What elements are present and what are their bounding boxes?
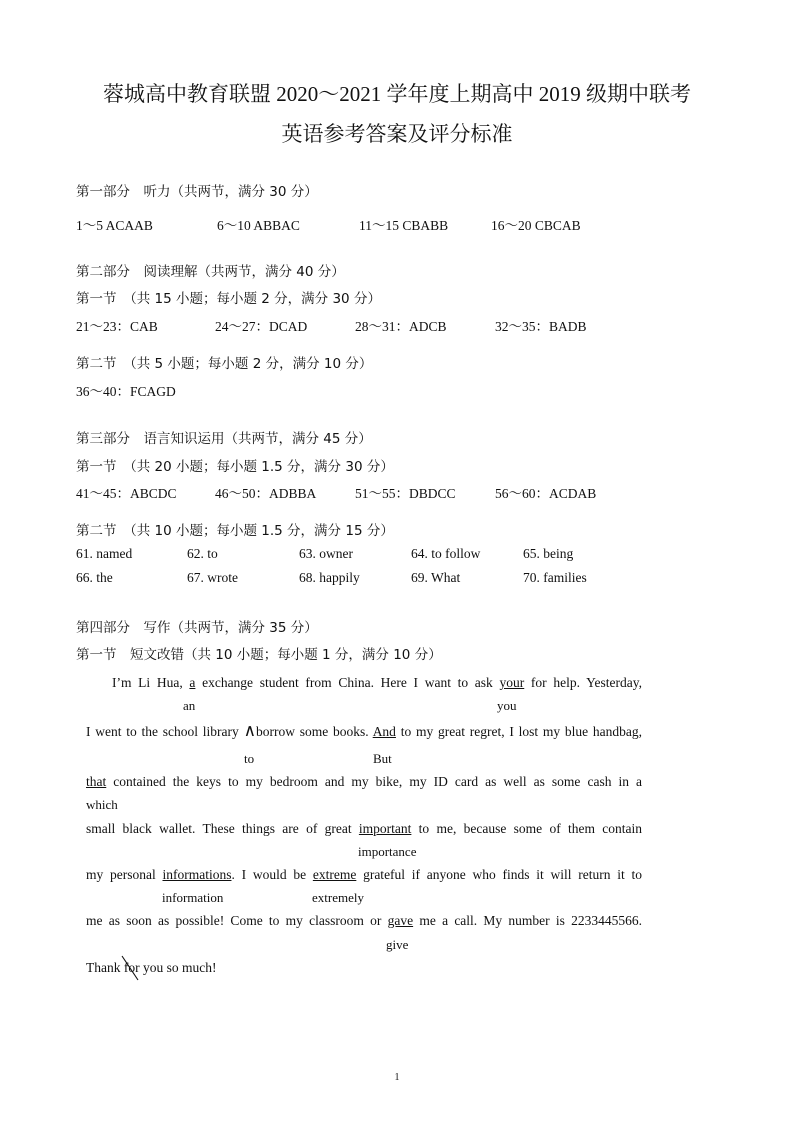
error-informations: informations bbox=[162, 867, 232, 882]
error-and: And bbox=[372, 724, 396, 739]
error-that: that bbox=[86, 774, 107, 789]
part3-s1-answer-4: 56～60：ACDAB bbox=[495, 486, 597, 501]
correction-to: to bbox=[244, 751, 255, 766]
passage-line-1: I’m Li Hua, a exchange student from China. Here I want to ask your for help. Yesterday, bbox=[112, 675, 643, 690]
insert-caret: ∧ bbox=[243, 721, 257, 740]
part3-s2-answer-68: 68. happily bbox=[299, 570, 360, 585]
page-subtitle: 英语参考答案及评分标准 bbox=[281, 122, 513, 146]
page-number: 1 bbox=[394, 1072, 400, 1083]
correction-an: an bbox=[183, 698, 196, 713]
error-important: important bbox=[358, 821, 412, 836]
page-title: 蓉城高中教育联盟 2020～2021 学年度上期高中 2019 级期中联考 bbox=[103, 82, 691, 106]
correction-importance: importance bbox=[358, 844, 417, 859]
error-extreme: extreme bbox=[312, 867, 357, 882]
correction-you: you bbox=[497, 698, 517, 713]
part2-heading: 第二部分 阅读理解（共两节，满分 40 分） bbox=[76, 264, 345, 280]
part3-s1-answer-1: 41～45：ABCDC bbox=[76, 486, 177, 501]
part2-s1-answer-4: 32～35：BADB bbox=[495, 319, 587, 334]
error-your: your bbox=[499, 675, 525, 690]
part4-section1-heading: 第一节 短文改错（共 10 小题；每小题 1 分，满分 10 分） bbox=[76, 647, 442, 663]
part3-s2-answer-63: 63. owner bbox=[299, 546, 353, 561]
correction-extremely: extremely bbox=[312, 890, 364, 905]
part4-heading: 第四部分 写作（共两节，满分 35 分） bbox=[76, 620, 318, 636]
part3-s2-answer-62: 62. to bbox=[187, 546, 218, 561]
part3-s2-answer-66: 66. the bbox=[76, 570, 113, 585]
passage-line-7: Thank for you so much! bbox=[86, 960, 217, 976]
part1-answer-3: 11～15 CBABB bbox=[359, 218, 449, 233]
part3-section1-heading: 第一节 （共 20 小题；每小题 1.5 分，满分 30 分） bbox=[76, 459, 394, 475]
part3-s2-answer-65: 65. being bbox=[523, 546, 574, 561]
passage-line-5: my personal informations. I would be extreme grateful if anyone who finds it will return it to bbox=[86, 867, 642, 882]
part2-s1-answer-3: 28～31：ADCB bbox=[355, 319, 447, 334]
part3-s2-answer-70: 70. families bbox=[523, 570, 587, 585]
part1-answer-2: 6～10 ABBAC bbox=[217, 218, 300, 233]
part3-s1-answer-3: 51～55：DBDCC bbox=[355, 486, 456, 501]
part1-answer-4: 16～20 CBCAB bbox=[491, 218, 581, 233]
part2-section2-heading: 第二节 （共 5 小题；每小题 2 分，满分 10 分） bbox=[76, 356, 373, 372]
part1-heading: 第一部分 听力（共两节，满分 30 分） bbox=[76, 184, 318, 200]
correction-give: give bbox=[386, 937, 409, 952]
part3-section2-heading: 第二节 （共 10 小题；每小题 1.5 分，满分 15 分） bbox=[76, 523, 394, 539]
part3-s2-answer-64: 64. to follow bbox=[411, 546, 481, 561]
passage-line-2: I went to the school library ∧borrow some books. And to my great regret, I lost my blue handbag, bbox=[86, 721, 643, 740]
part2-s2-answer-1: 36～40：FCAGD bbox=[76, 384, 176, 399]
part1-answer-1: 1～5 ACAAB bbox=[76, 218, 153, 233]
part3-s2-answer-61: 61. named bbox=[76, 546, 133, 561]
error-gave: gave bbox=[387, 913, 414, 928]
delete-slash-icon bbox=[121, 954, 143, 982]
part2-s1-answer-1: 21～23：CAB bbox=[76, 319, 158, 334]
part3-s2-answer-67: 67. wrote bbox=[187, 570, 238, 585]
passage-line-6: me as soon as possible! Come to my classroom or gave me a call. My number is 2233445566. bbox=[86, 913, 643, 928]
correction-information: information bbox=[162, 890, 224, 905]
passage-line-3: that contained the keys to my bedroom and my bike, my ID card as well as some cash in a bbox=[86, 774, 642, 789]
error-a: a bbox=[189, 675, 196, 690]
correction-but: But bbox=[373, 751, 392, 766]
struck-word: for bbox=[124, 960, 140, 976]
correction-which: which bbox=[86, 797, 118, 812]
part2-section1-heading: 第一节 （共 15 小题；每小题 2 分，满分 30 分） bbox=[76, 291, 381, 307]
part3-heading: 第三部分 语言知识运用（共两节，满分 45 分） bbox=[76, 431, 372, 447]
part3-s1-answer-2: 46～50：ADBBA bbox=[215, 486, 317, 501]
part2-s1-answer-2: 24～27：DCAD bbox=[215, 319, 308, 334]
passage-line-4: small black wallet. These things are of great important to me, because some of them contain bbox=[86, 821, 643, 836]
part3-s2-answer-69: 69. What bbox=[411, 570, 461, 585]
